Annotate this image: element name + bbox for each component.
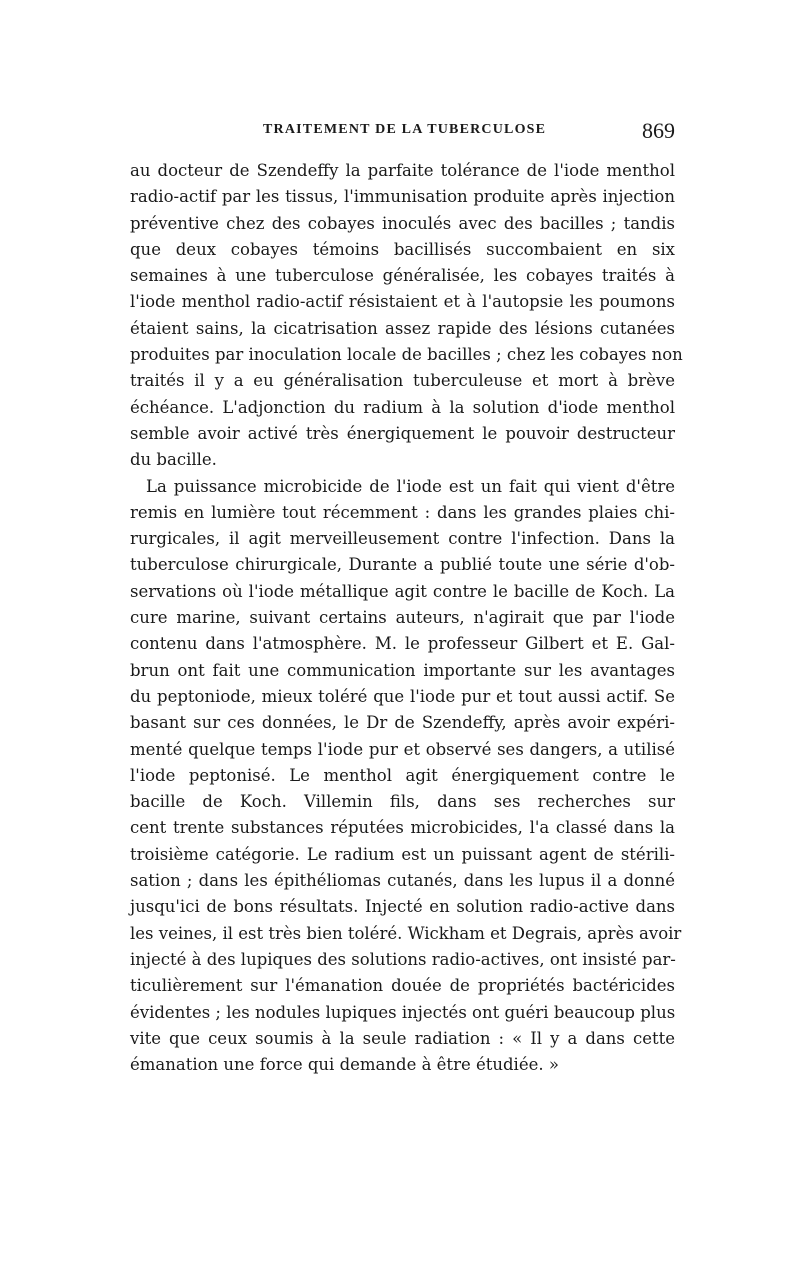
text-line: jusqu'ici de bons résultats. Injecté en solution radio-active dans: [130, 897, 675, 917]
text-line: ticulièrement sur l'émanation douée de propriétés bactéricides: [130, 976, 675, 996]
text-line: tuberculose chirurgicale, Durante a publié toute une série d'ob-: [130, 555, 675, 575]
text-line: au docteur de Szendeffy la parfaite tolérance de l'iode menthol: [130, 161, 675, 180]
running-title: TRAITEMENT DE LA TUBERCULOSE: [263, 122, 547, 137]
running-head: [130, 118, 675, 148]
text-line: contenu dans l'atmosphère. M. le professeur Gilbert et E. Gal-: [130, 634, 675, 654]
text-line: sation ; dans les épithéliomas cutanés, dans les lupus il a donné: [130, 871, 675, 891]
text-line: du peptoniode, mieux toléré que l'iode pur et tout aussi actif. Se: [130, 686, 675, 706]
page-number: 869: [642, 118, 675, 143]
text-line: que deux cobayes témoins bacillisés succombaient en six: [130, 239, 675, 259]
text-line: préventive chez des cobayes inoculés avec des bacilles ; tandis: [130, 213, 675, 233]
paragraph-2: [130, 474, 682, 1079]
text-line: menté quelque temps l'iode pur et observé ses dangers, a utilisé: [130, 739, 675, 759]
body-text: [130, 158, 683, 1078]
text-line: injecté à des lupiques des solutions radio-actives, ont insisté par-: [130, 949, 676, 969]
text-line: les veines, il est très bien toléré. Wickham et Degrais, après avoir: [130, 923, 682, 943]
text-line: radio-actif par les tissus, l'immunisation produite après injection: [130, 187, 675, 207]
text-line: cure marine, suivant certains auteurs, n'agirait que par l'iode: [130, 608, 675, 628]
text-line: semaines à une tuberculose généralisée, les cobayes traités à: [130, 266, 675, 286]
text-line: semble avoir activé très énergiquement le pouvoir destructeur: [130, 423, 675, 443]
text-line: servations où l'iode métallique agit contre le bacille de Koch. La: [130, 581, 675, 601]
text-line: étaient sains, la cicatrisation assez rapide des lésions cutanées: [130, 318, 675, 338]
text-line: échéance. L'adjonction du radium à la solution d'iode menthol: [130, 397, 675, 417]
paragraph-1: [130, 158, 683, 474]
text-line: brun ont fait une communication importante sur les avantages: [130, 660, 675, 680]
text-line: l'iode peptonisé. Le menthol agit énergiquement contre le: [130, 765, 675, 785]
text-line: basant sur ces données, le Dr de Szendeffy, après avoir expéri-: [130, 713, 675, 733]
text-line: cent trente substances réputées microbicides, l'a classé dans la: [130, 818, 675, 838]
text-line: La puissance microbicide de l'iode est un fait qui vient d'être: [146, 476, 675, 496]
text-line: rurgicales, il agit merveilleusement contre l'infection. Dans la: [130, 529, 675, 549]
text-line: bacille de Koch. Villemin fils, dans ses recherches sur: [130, 792, 675, 812]
text-line: l'iode menthol radio-actif résistaient et à l'autopsie les poumons: [130, 292, 675, 312]
text-line: remis en lumière tout récemment : dans les grandes plaies chi-: [130, 502, 675, 522]
text-line: émanation une force qui demande à être étudiée. »: [130, 1055, 559, 1075]
text-line: du bacille.: [130, 450, 217, 470]
text-line: produites par inoculation locale de bacilles ; chez les cobayes non: [130, 345, 683, 365]
text-line: troisième catégorie. Le radium est un puissant agent de stérili-: [130, 844, 675, 864]
text-line: évidentes ; les nodules lupiques injectés ont guéri beaucoup plus: [130, 1002, 676, 1022]
text-line: traités il y a eu généralisation tuberculeuse et mort à brève: [130, 371, 675, 391]
text-line: vite que ceux soumis à la seule radiation : « Il y a dans cette: [130, 1028, 675, 1048]
